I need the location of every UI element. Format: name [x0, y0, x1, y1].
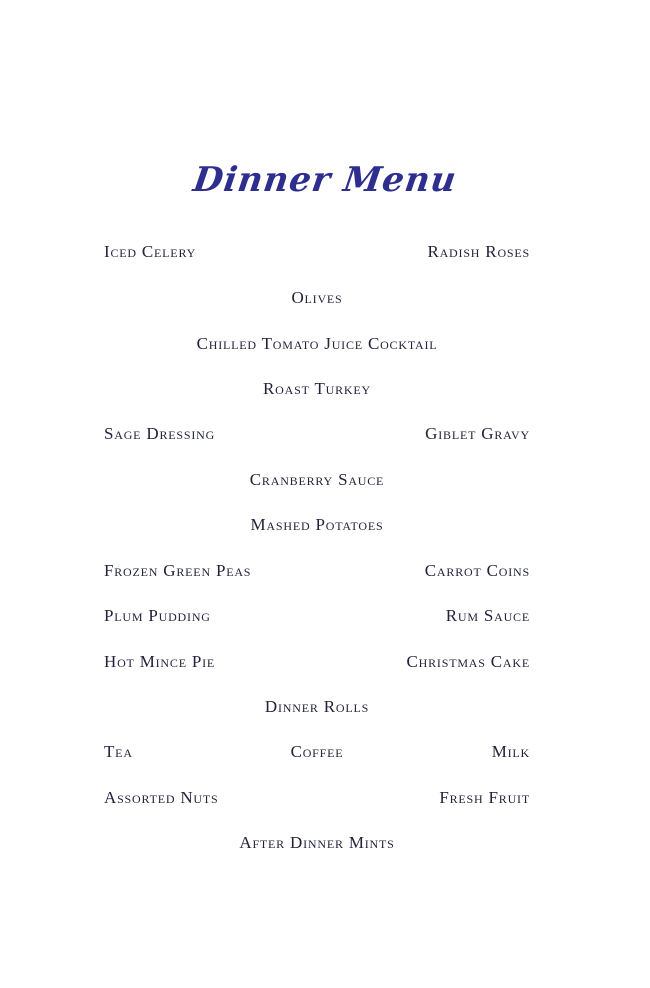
menu-title: Dinner Menu	[190, 160, 460, 200]
menu-row	[104, 697, 530, 719]
menu-item-coffee: Coffee	[290, 742, 344, 761]
menu-item-sage-dressing: Sage Dressing	[104, 424, 216, 443]
menu-item-christmas-cake: Christmas Cake	[406, 652, 530, 671]
menu-row	[104, 424, 530, 446]
menu-item-mince-pie: Hot Mince Pie	[104, 652, 216, 671]
menu-item-roast-turkey: Roast Turkey	[263, 379, 371, 398]
menu-row	[104, 606, 530, 628]
menu-item-dinner-mints: After Dinner Mints	[239, 833, 395, 852]
menu-item-rum-sauce: Rum Sauce	[445, 606, 530, 625]
menu-item-tea: Tea	[104, 742, 133, 761]
menu-item-giblet-gravy: Giblet Gravy	[425, 424, 530, 443]
menu-row	[104, 742, 530, 764]
menu-row	[104, 788, 530, 810]
menu-row	[104, 833, 530, 855]
menu-row	[104, 242, 530, 264]
menu-item-radish-roses: Radish Roses	[427, 242, 530, 261]
menu-row	[104, 470, 530, 492]
menu-item-fresh-fruit: Fresh Fruit	[439, 788, 530, 807]
menu-row	[104, 334, 530, 356]
menu-item-green-peas: Frozen Green Peas	[104, 561, 252, 580]
menu-item-plum-pudding: Plum Pudding	[104, 606, 211, 625]
menu-item-carrot-coins: Carrot Coins	[424, 561, 530, 580]
menu-item-dinner-rolls: Dinner Rolls	[264, 697, 370, 716]
menu-item-milk: Milk	[491, 742, 530, 761]
menu-row	[104, 561, 530, 583]
menu-row	[104, 379, 530, 401]
menu-item-iced-celery: Iced Celery	[104, 242, 197, 261]
menu-item-olives: Olives	[291, 288, 343, 307]
menu-row	[104, 288, 530, 310]
menu-row	[104, 515, 530, 537]
menu-row	[104, 652, 530, 674]
menu-item-mashed-potatoes: Mashed Potatoes	[250, 515, 384, 534]
menu-item-cranberry-sauce: Cranberry Sauce	[249, 470, 385, 489]
menu-item-tomato-juice: Chilled Tomato Juice Cocktail	[196, 334, 438, 353]
menu-item-assorted-nuts: Assorted Nuts	[104, 788, 219, 807]
